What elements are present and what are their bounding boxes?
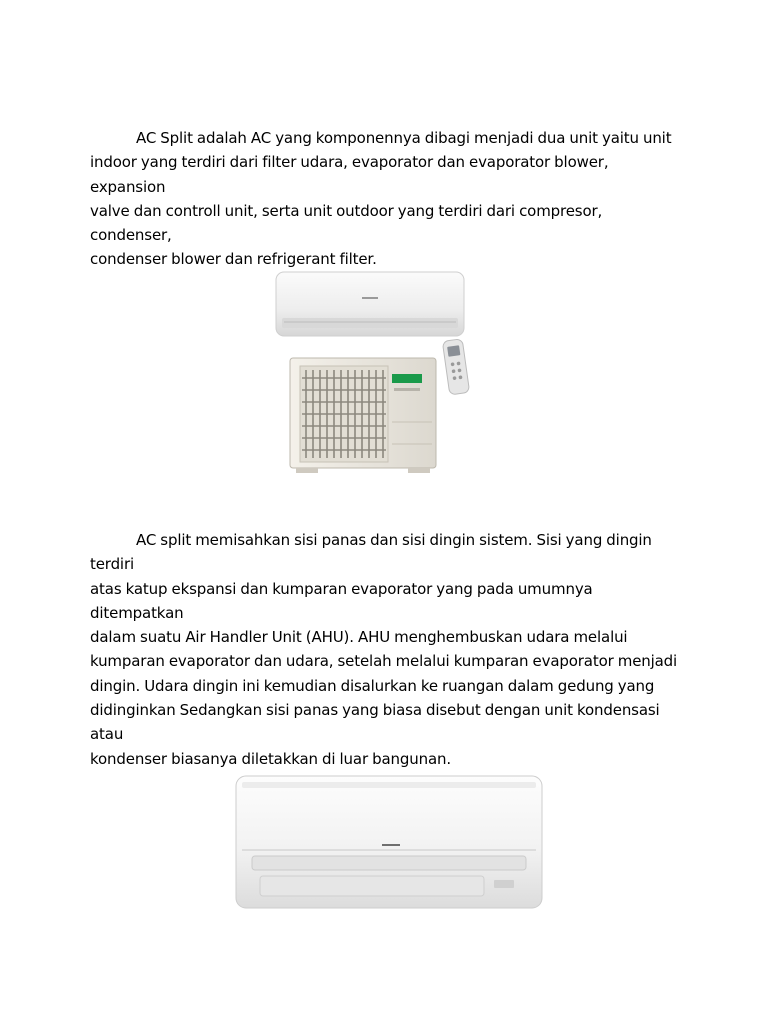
split-ac-set-image [270, 262, 480, 492]
indoor-ac-unit-image [232, 772, 546, 912]
remote-control [442, 339, 469, 395]
outdoor-unit [290, 358, 436, 473]
indoor-ac-unit-icon [232, 772, 546, 912]
body-paragraph: AC split memisahkan sisi panas dan sisi dingin sistem. Sisi yang dingin terdiri atas katup ekspansi dan kumparan evaporator yang pada umumnya ditempatkan dalam suatu Air Handler Unit (AHU). AHU menghembuskan udara melalui kumparan evaporator dan udara, setelah melalui kumparan evaporator menjadi dingin. Udara dingin ini kemudian disalurkan ke ruangan dalam gedung yang didinginkan Sedangkan sisi panas yang biasa disebut dengan unit kondensasi atau kondenser biasanya diletakkan di luar bangunan. [90, 531, 678, 768]
body-paragraph: AC Split adalah AC yang komponennya dibagi menjadi dua unit yaitu unit indoor yang terdiri dari filter udara, evaporator dan evaporator blower, expansion valve dan controll unit, serta unit outdoor yang terdiri dari compresor, condenser, condenser blower dan refrigerant filter. [90, 129, 672, 269]
split-ac-set-icon [270, 262, 480, 492]
indoor-unit [276, 272, 464, 336]
